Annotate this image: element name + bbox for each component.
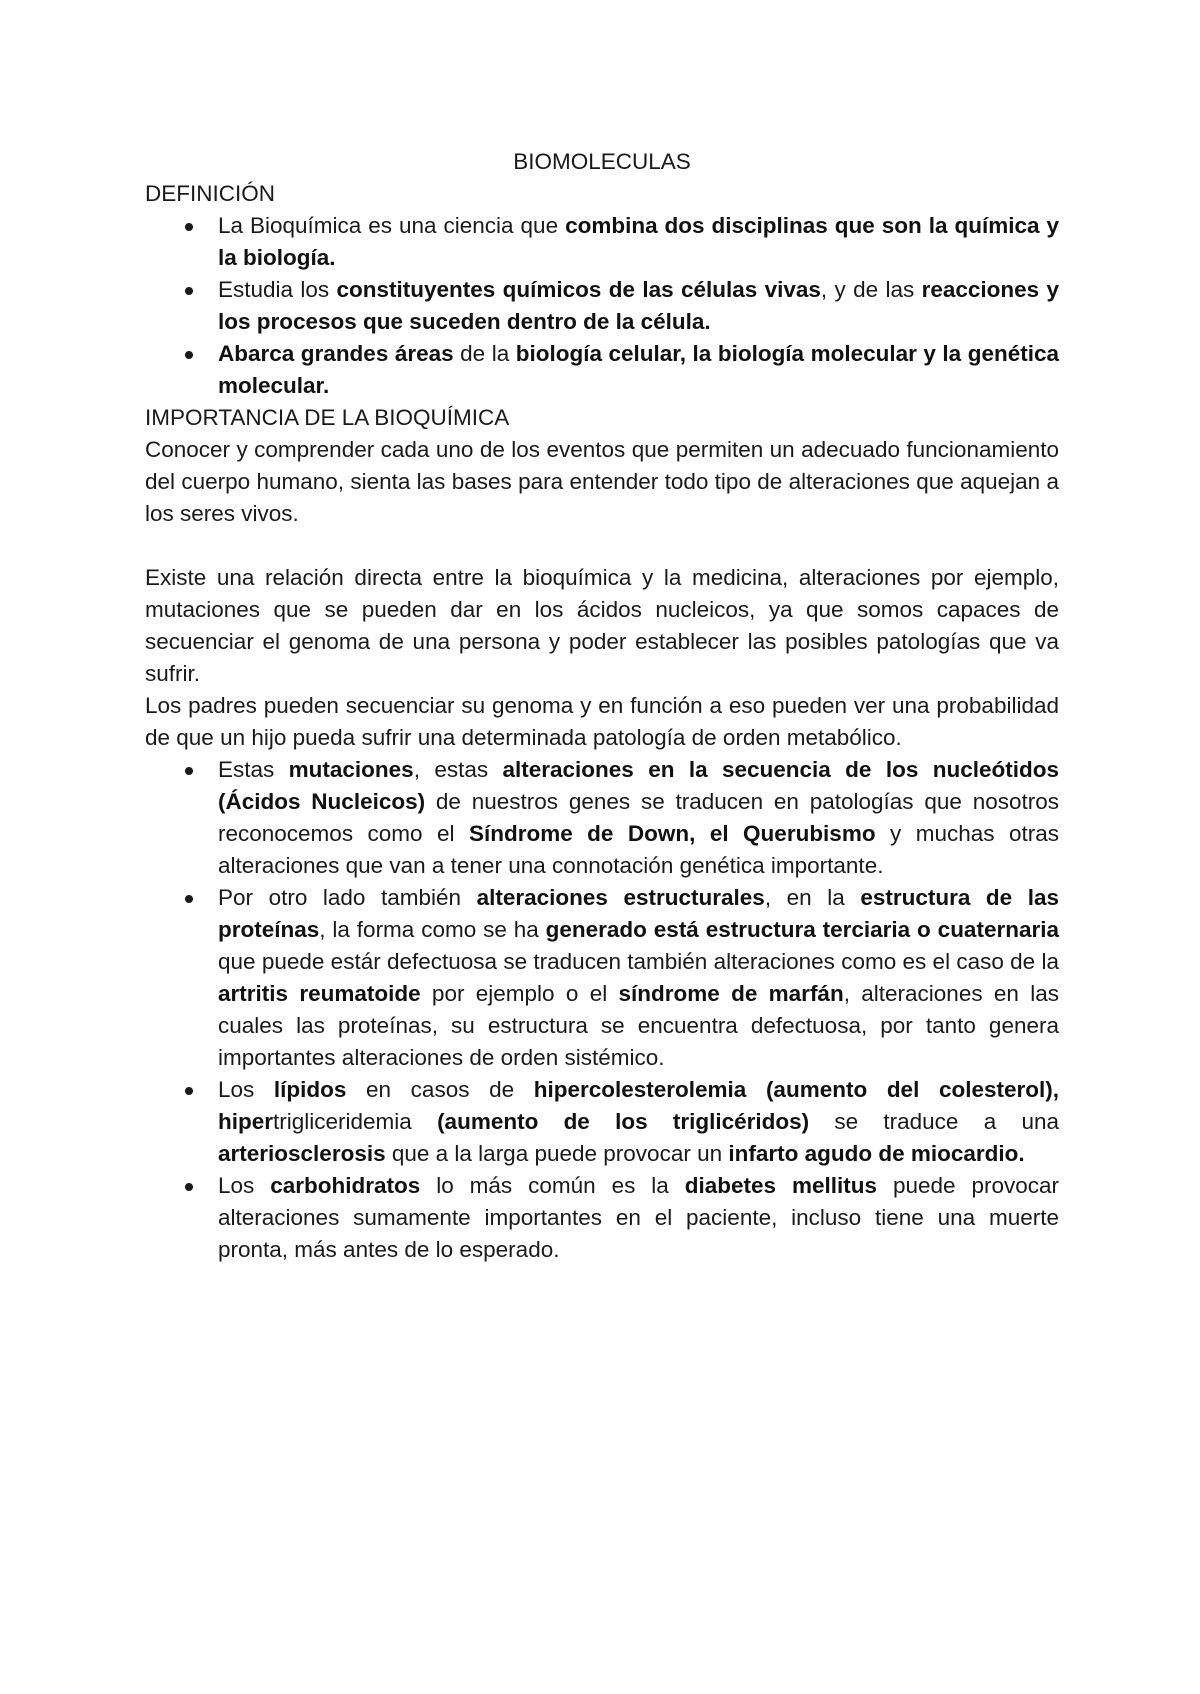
bold-text: Abarca grandes áreas [218, 341, 454, 366]
bold-text: hipercolesterolemia (aumento del colesterol), hiper [218, 1077, 1059, 1134]
bold-text: síndrome de marfán [618, 981, 844, 1006]
text-run: que puede estár defectuosa se traducen también alteraciones como es el caso de la [218, 949, 1059, 974]
text-run: que a la larga puede provocar un [385, 1141, 729, 1166]
text-run: Los [218, 1173, 271, 1198]
bold-text: estructura de las proteínas [218, 885, 1060, 942]
bold-text: Síndrome de Down, el Querubismo [468, 821, 876, 846]
text-run: trigliceridemia [273, 1109, 438, 1134]
text-run: , alteraciones en las cuales las proteínas, su estructura se encuentra defectuosa, por tanto genera importantes alteraciones de orden sistémico. [218, 981, 1059, 1070]
bullet-icon [185, 223, 193, 231]
text-run: de nuestros genes se traducen en patologías que nosotros reconocemos como el [218, 789, 1059, 846]
text-run: , estas [413, 757, 503, 782]
text-run: y muchas otras alteraciones que van a tener una connotación genética importante. [218, 821, 1059, 878]
bold-text: artritis reumatoide [218, 981, 421, 1006]
text-run: , en la [764, 885, 861, 910]
text-run: La Bioquímica es una ciencia que [218, 213, 566, 238]
bullet-icon [185, 1087, 193, 1095]
bold-text: alteraciones en la secuencia de los nucleótidos (Ácidos Nucleicos) [218, 757, 1059, 814]
bold-text: lípidos [273, 1077, 347, 1102]
bold-text: biología celular, la biología molecular y la genética molecular. [218, 341, 1059, 398]
list-item [145, 754, 1059, 882]
text-run: Estudia los [218, 277, 337, 302]
bold-text: infarto agudo de miocardio. [728, 1141, 1025, 1166]
bullet-icon [185, 351, 193, 359]
list-item [145, 274, 1059, 338]
bullet-icon [185, 287, 193, 295]
text-run: Los [218, 1077, 274, 1102]
paragraph-1: Conocer y comprender cada uno de los eventos que permiten un adecuado funcionamiento del cuerpo humano, sienta las bases para entender todo tipo de alteraciones que aquejan a los seres vivos. [145, 437, 1059, 526]
list-item [145, 882, 1059, 1074]
bold-text: arteriosclerosis [218, 1141, 386, 1166]
list-item [145, 338, 1059, 402]
document-title: BIOMOLECULAS [513, 149, 691, 174]
bullet-icon [185, 1183, 193, 1191]
text-run: , la forma como se ha [319, 917, 546, 942]
paragraph-2: Existe una relación directa entre la bioquímica y la medicina, alteraciones por ejemplo, mutaciones que se pueden dar en los ácidos nucleicos, ya que somos capaces de secuenciar el genoma de una persona y poder establecer las posibles patologías que va sufrir. [145, 565, 1059, 686]
importance-heading: IMPORTANCIA DE LA BIOQUÍMICA [145, 405, 510, 430]
bold-text: reacciones y los procesos que suceden dentro de la célula. [218, 277, 1060, 334]
list-item [145, 1170, 1059, 1266]
text-run: Estas [218, 757, 289, 782]
bold-text: constituyentes químicos de las células vivas [336, 277, 821, 302]
text-run: Por otro lado también [218, 885, 477, 910]
bold-text: mutaciones [288, 757, 414, 782]
bold-text: (aumento de los triglicéridos) [437, 1109, 810, 1134]
bold-text: generado está estructura terciaria o cuaternaria [545, 917, 1059, 942]
list-item [145, 210, 1059, 274]
bullet-icon [185, 895, 193, 903]
list-item [145, 1074, 1059, 1170]
importance-bullet-list [145, 754, 1059, 1266]
paragraph-3: Los padres pueden secuenciar su genoma y en función a eso pueden ver una probabilidad de que un hijo pueda sufrir una determinada patología de orden metabólico. [145, 693, 1059, 750]
text-run: lo más común es la [420, 1173, 685, 1198]
definition-bullet-list [145, 210, 1059, 402]
text-run: puede provocar alteraciones sumamente importantes en el paciente, incluso tiene una muerte pronta, más antes de lo esperado. [218, 1173, 1060, 1262]
bullet-icon [185, 767, 193, 775]
text-run: en casos de [346, 1077, 534, 1102]
bold-text: carbohidratos [270, 1173, 421, 1198]
bold-text: alteraciones estructurales [476, 885, 765, 910]
definition-heading: DEFINICIÓN [145, 181, 276, 206]
text-run: por ejemplo o el [420, 981, 619, 1006]
text-run: , y de las [820, 277, 922, 302]
bold-text: combina dos disciplinas que son la química y la biología. [218, 213, 1059, 270]
document-body [145, 146, 1059, 1266]
text-run: de la [453, 341, 516, 366]
text-run: se traduce a una [809, 1109, 1060, 1134]
bold-text: diabetes mellitus [684, 1173, 878, 1198]
paragraph-spacer [145, 530, 1059, 562]
